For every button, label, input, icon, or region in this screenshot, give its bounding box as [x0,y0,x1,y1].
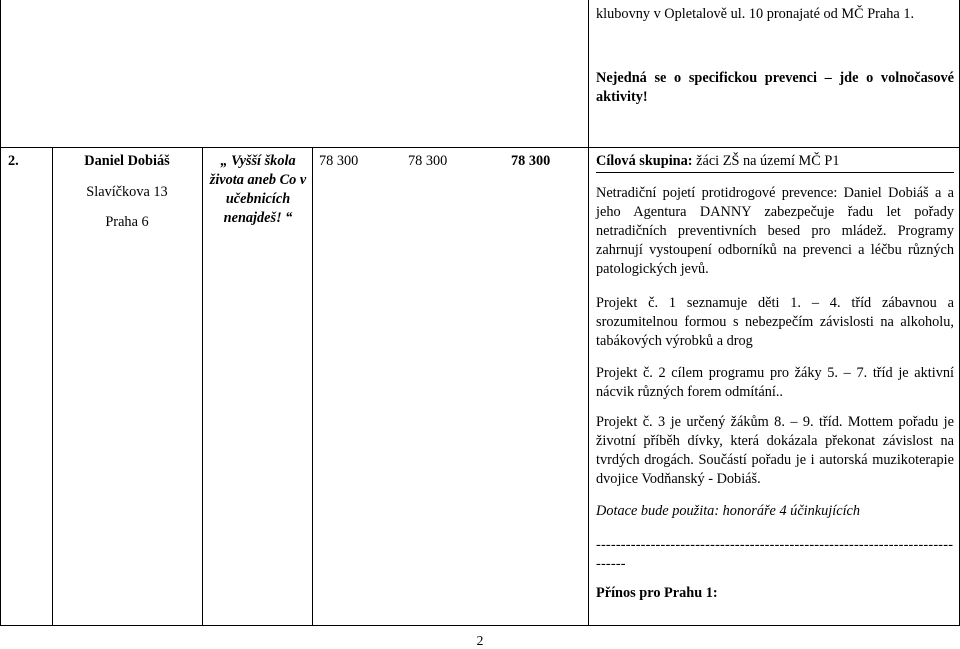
dash-separator: ------------------------------------------------------------------------------ [596,537,954,572]
row-border-top-row-end [0,147,960,148]
project-2-description: Projekt č. 2 cílem programu pro žáky 5. – 7. tříd je aktivní nácvik různých forem odmítání.. [596,365,954,400]
top-row-line: klubovny v Opletalově ul. 10 pronajaté od MČ Praha 1. [596,6,915,22]
col-border-left [0,0,1,626]
amount-requested: 78 300 [319,153,359,169]
target-group-label: Cílová skupina: [596,153,693,169]
target-group [596,152,954,171]
row-number: 2. [8,153,19,169]
page-number: 2 [476,633,484,648]
row-border-bottom [0,625,960,626]
target-group-value: žáci ZŠ na území MČ P1 [696,153,840,169]
col-border-description [588,0,589,626]
description-intro: Netradiční pojetí protidrogové prevence: Daniel Dobiáš a a jeho Agentura DANNY zabezpečuje řadu let pořady netradičních preventivních besed pro mládež. Programy zahrnují vystoupení odborníků na prevenci a léčbu různých patologických jevů. [596,185,954,277]
project-title: „ Vyšší škola života aneb Co v učebnicích nenajdeš! “ [209,153,307,226]
project-1-description: Projekt č. 1 seznamuje děti 1. – 4. tříd zábavnou a srozumitelnou formou s nebezpečím závislosti na alkoholu, tabákových výrobků a drog [596,295,954,349]
grant-use: Dotace bude použita: honoráře 4 účinkujících [596,503,861,519]
applicant-city: Praha 6 [105,214,149,230]
top-row-note: Nejedná se o specifickou prevenci – jde o volnočasové aktivity! [596,70,954,105]
col-border-project [202,148,203,626]
project-3-description: Projekt č. 3 je určený žákům 8. – 9. tříd. Mottem pořadu je životní příběh dívky, která dokázala překonat závislost na tvrdých drogách. Součástí pořadu je i autorská muzikoterapie dvojice Vodňanský - Dobiáš. [596,414,954,487]
col-border-project-end [312,148,313,626]
benefit-label: Přínos pro Prahu 1: [596,585,718,601]
applicant-name: Daniel Dobiáš [84,153,170,169]
applicant-street: Slavíčkova 13 [86,184,168,200]
target-group-underline [596,172,954,173]
amount-approved: 78 300 [511,153,551,169]
amount-recommended: 78 300 [408,153,448,169]
